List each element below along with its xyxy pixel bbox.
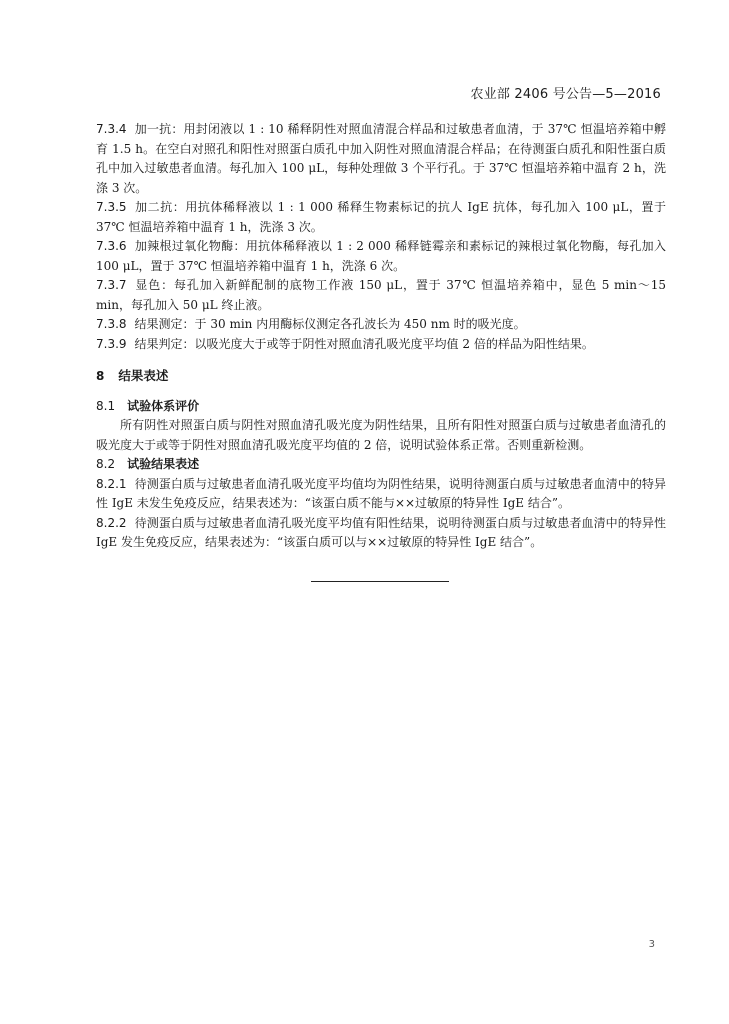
clause-text: 待测蛋白质与过敏患者血清孔吸光度平均值有阳性结果，说明待测蛋白质与过敏患者血清中的特异性 IgE 发生免疫反应，结果表述为：“该蛋白质可以与××过敏原的特异性 IgE 结合”。	[96, 515, 666, 549]
subsection-title: 试验结果表述	[127, 457, 200, 471]
clause-7-3-6	[96, 237, 666, 276]
clause-8-2-1	[96, 475, 666, 514]
clause-number: 7.3.7	[96, 278, 127, 292]
end-of-text-rule	[311, 581, 449, 582]
clause-text: 结果判定：以吸光度大于或等于阴性对照血清孔吸光度平均值 2 倍的样品为阳性结果。	[134, 336, 594, 351]
document-header-code: 农业部 2406 号公告—5—2016	[470, 87, 661, 102]
clause-7-3-7	[96, 276, 666, 315]
clause-7-3-5	[96, 198, 666, 237]
subsection-number: 8.1	[96, 398, 116, 413]
clause-number: 7.3.8	[96, 317, 127, 331]
clause-8-2-2	[96, 514, 666, 553]
section-8-1-text: 所有阴性对照蛋白质与阴性对照血清孔吸光度为阴性结果，且所有阳性对照蛋白质与过敏患者血清孔的吸光度大于或等于阴性对照血清孔吸光度平均值的 2 倍，说明试验体系正常。否则重新检测。	[96, 418, 666, 452]
clause-text: 加一抗：用封闭液以 1 : 10 稀释阴性对照血清混合样品和过敏患者血清，于 37℃ 恒温培养箱中孵育 1.5 h。在空白对照孔和阳性对照蛋白质孔中加入阴性对照血清混合样品；在待测蛋白质孔和阳性蛋白质孔中加入过敏患者血清。每孔加入 100 μL，每种处理做 3 个平行孔。于 37℃ 恒温培养箱中温育 2 h，洗涤 3 次。	[96, 122, 666, 195]
clause-text: 显色：每孔加入新鲜配制的底物工作液 150 μL，置于 37℃ 恒温培养箱中，显色 5 min～15 min，每孔加入 50 μL 终止液。	[96, 278, 666, 312]
section-number: 8	[96, 369, 105, 383]
clause-7-3-8	[96, 315, 666, 335]
section-title: 结果表述	[118, 368, 169, 383]
clause-text: 加二抗：用抗体稀释液以 1 : 1 000 稀释生物素标记的抗人 IgE 抗体，每孔加入 100 μL，置于 37℃ 恒温培养箱中温育 1 h，洗涤 3 次。	[96, 200, 666, 234]
clause-number: 7.3.9	[96, 336, 127, 351]
section-8-1-heading	[96, 397, 666, 417]
clause-text: 结果测定：于 30 min 内用酶标仪测定各孔波长为 450 nm 时的吸光度。	[134, 317, 526, 331]
clause-number: 7.3.4	[96, 122, 127, 136]
clause-number: 7.3.5	[96, 200, 127, 214]
clause-number: 8.2.2	[96, 515, 127, 530]
subsection-title: 试验体系评价	[127, 398, 200, 413]
clause-text: 待测蛋白质与过敏患者血清孔吸光度平均值均为阴性结果，说明待测蛋白质与过敏患者血清中的特异性 IgE 未发生免疫反应，结果表述为：“该蛋白质不能与××过敏原的特异性 IgE 结合”。	[96, 476, 666, 510]
document-body	[96, 120, 666, 553]
clause-number: 7.3.6	[96, 239, 127, 253]
page-number: 3	[648, 939, 655, 950]
clause-7-3-4	[96, 120, 666, 198]
section-8-heading	[96, 366, 666, 387]
clause-7-3-9	[96, 335, 666, 355]
subsection-number: 8.2	[96, 457, 116, 471]
clause-text: 加辣根过氧化物酶：用抗体稀释液以 1 : 2 000 稀释链霉亲和素标记的辣根过氧化物酶，每孔加入 100 μL，置于 37℃ 恒温培养箱中温育 1 h，洗涤 6 次。	[96, 239, 666, 273]
clause-number: 8.2.1	[96, 476, 127, 491]
section-8-2-heading	[96, 455, 666, 475]
